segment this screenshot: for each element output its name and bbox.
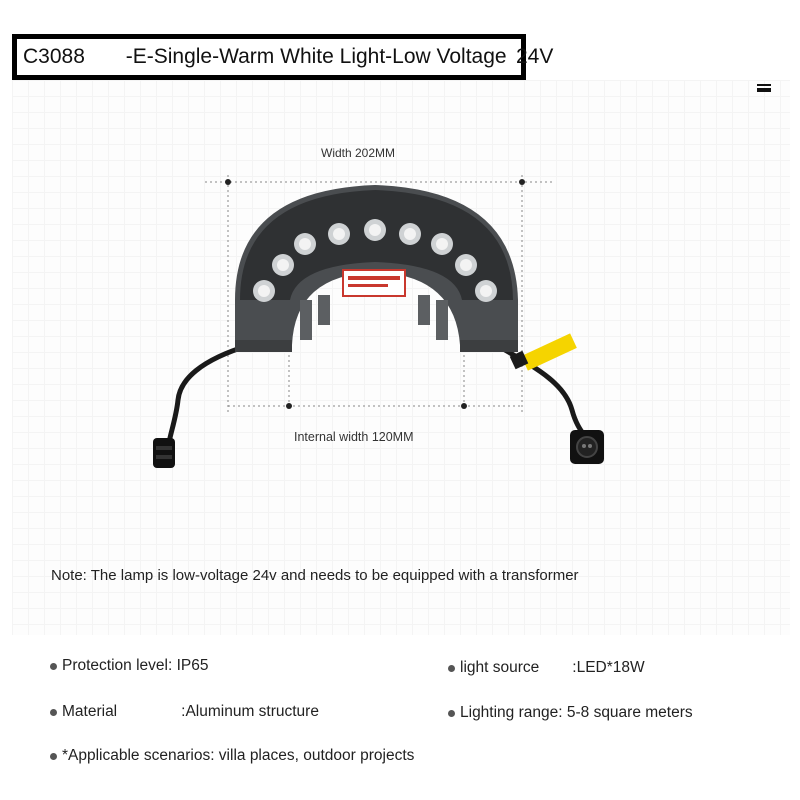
left-cable	[168, 345, 250, 450]
left-connector	[153, 438, 175, 468]
right-connector	[570, 430, 604, 464]
spec-light-source	[448, 659, 645, 677]
bullet-icon	[50, 753, 57, 760]
internal-width-dimension-label: Internal width 120MM	[294, 430, 414, 444]
spec-protection	[50, 657, 208, 675]
protection-text: Protection level: IP65	[62, 657, 209, 674]
scenarios-text: *Applicable scenarios: villa places, outdoor projects	[62, 747, 415, 764]
lighting-range-text: Lighting range: 5-8 square meters	[460, 704, 693, 721]
cable-label	[510, 333, 577, 370]
spec-material	[50, 703, 319, 721]
product-title: C3088 -E-Single-Warm White Light-Low Voltage	[12, 34, 526, 80]
spec-lighting-range	[448, 704, 693, 722]
light-source-value: :LED*18W	[572, 659, 645, 676]
bullet-icon	[50, 709, 57, 716]
width-dimension-label: Width 202MM	[321, 146, 396, 160]
material-label: Material	[62, 703, 118, 720]
bullet-icon	[50, 663, 57, 670]
bullet-icon	[448, 710, 455, 717]
spec-scenarios	[50, 747, 414, 765]
bullet-icon	[448, 665, 455, 672]
product-title-voltage: 24V	[516, 45, 554, 68]
transformer-note: Note: The lamp is low-voltage 24v and needs to be equipped with a transformer	[51, 567, 579, 584]
material-value: :Aluminum structure	[181, 703, 319, 720]
light-source-label: light source	[460, 659, 540, 676]
